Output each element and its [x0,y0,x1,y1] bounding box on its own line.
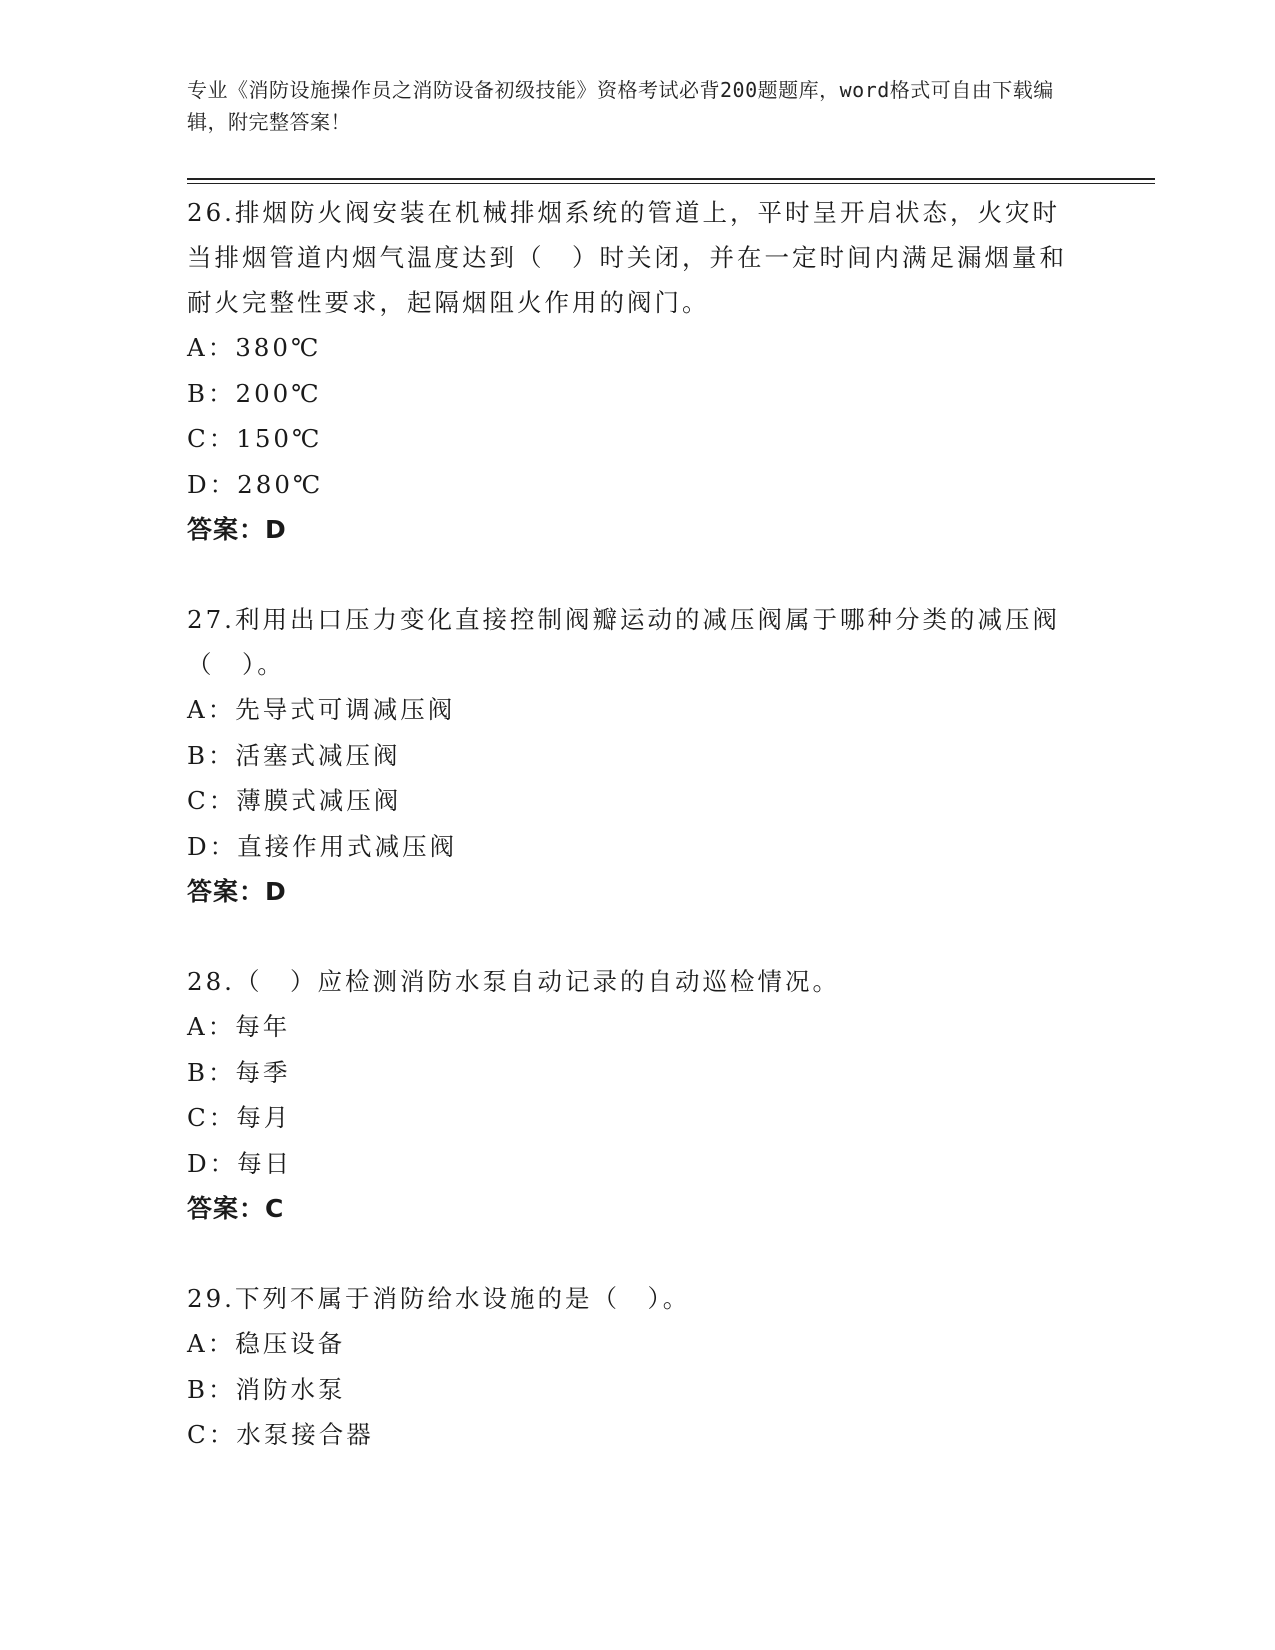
option-c: C：每月 [187,1103,292,1132]
question-text: 27.利用出口压力变化直接控制阀瓣运动的减压阀属于哪种分类的减压阀（ ）。 [187,605,1060,679]
option-c: C：水泵接合器 [187,1420,374,1449]
question-27 [187,597,1087,914]
option-b: B：消防水泵 [187,1374,346,1404]
option-d: D：每日 [187,1148,293,1178]
question-29 [187,1276,1087,1458]
header-divider-thin [187,183,1155,184]
option-b: B：每季 [187,1057,291,1087]
option-d: D：280℃ [187,469,324,499]
option-c: C：150℃ [187,424,323,453]
question-spacer [187,914,1087,959]
header-divider-thick [187,178,1155,180]
question-spacer [187,1231,1087,1276]
question-spacer [187,552,1087,597]
question-list [187,190,1087,1458]
question-28 [187,959,1087,1231]
question-text: 29.下列不属于消防给水设施的是（ ）。 [187,1284,691,1313]
option-a: A：稳压设备 [187,1329,346,1358]
question-26 [187,190,1087,552]
option-a: A：每年 [187,1012,291,1041]
question-text: 28.（ ）应检测消防水泵自动记录的自动巡检情况。 [187,967,840,996]
option-b: B：200℃ [187,378,322,408]
option-a: A：380℃ [187,333,322,362]
option-c: C：薄膜式减压阀 [187,786,402,815]
option-d: D：直接作用式减压阀 [187,831,458,861]
answer-line: 答案：D [187,877,287,906]
question-text: 26.排烟防火阀安装在机械排烟系统的管道上，平时呈开启状态，火灾时当排烟管道内烟气温度达到（ ）时关闭，并在一定时间内满足漏烟量和耐火完整性要求，起隔烟阻火作用的阀门。 [187,198,1067,317]
answer-line: 答案：D [187,515,287,544]
option-a: A：先导式可调减压阀 [187,695,456,724]
option-b: B：活塞式减压阀 [187,740,401,770]
document-header: 专业《消防设施操作员之消防设备初级技能》资格考试必背200题题库，word格式可自由下载编辑，附完整答案！ [187,78,1054,134]
answer-line: 答案：C [187,1194,285,1223]
